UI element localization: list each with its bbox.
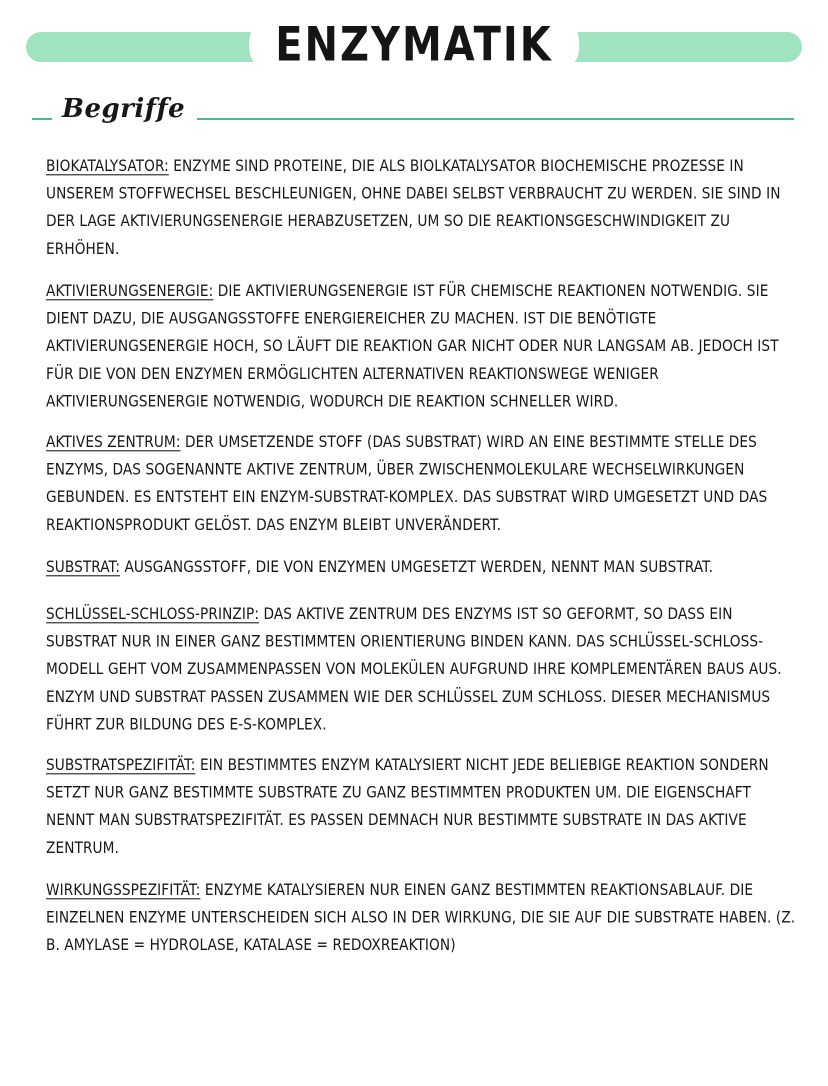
definition-entry <box>46 553 796 579</box>
definition-paragraph <box>46 152 796 262</box>
section-heading-label: Begriffe <box>52 94 197 124</box>
definition-term: SCHLÜSSEL-SCHLOSS-PRINZIP: <box>46 604 260 624</box>
definition-entry <box>46 277 796 411</box>
definition-entry <box>46 876 796 954</box>
title-banner <box>26 18 802 72</box>
definition-text: DIE AKTIVIERUNGSENERGIE IST FÜR CHEMISCHE REAKTIONEN NOTWENDIG. SIE DIENT DAZU, DIE AUSGANGSSTOFFE ENERGIEREICHER ZU MACHEN. IST DIE BENÖTIGTE AKTIVIERUNGSENERGIE HOCH, SO LÄUFT DIE REAKTION GAR NICHT ODER NUR LANGSAM AB. JEDOCH IST FÜR DIE VON DEN ENZYMEN ERMÖGLICHTEN ALTERNATIVEN REAKTIONSWEGE WENIGER AKTIVIERUNGSENERGIE NOTWENDIG, WODURCH DIE REAKTION SCHNELLER WIRD. <box>46 281 779 411</box>
definition-text: AUSGANGSSTOFF, DIE VON ENZYMEN UMGESETZT WERDEN, NENNT MAN SUBSTRAT. <box>120 557 714 577</box>
definition-paragraph <box>46 600 796 738</box>
definition-paragraph <box>46 876 796 959</box>
definition-term: WIRKUNGSSPEZIFITÄT: <box>46 880 201 900</box>
section-heading-begriffe <box>26 94 802 134</box>
page-title-container <box>249 18 579 72</box>
definition-term: AKTIVES ZENTRUM: <box>46 432 181 452</box>
definition-text: DER UMSETZENDE STOFF (DAS SUBSTRAT) WIRD AN EINE BESTIMMTE STELLE DES ENZYMS, DAS SOGENANNTE AKTIVE ZENTRUM, ÜBER ZWISCHENMOLEKULARE WECHSELWIRKUNGEN GEBUNDEN. ES ENTSTEHT EIN ENZYM-SUBSTRAT-KOMPLEX. DAS SUBSTRAT WIRD UMGESETZT UND DAS REAKTIONSPRODUKT GELÖST. DAS ENZYM BLEIBT UNVERÄNDERT. <box>46 432 768 534</box>
definition-term: SUBSTRATSPEZIFITÄT: <box>46 755 196 775</box>
definition-text: ENZYME SIND PROTEINE, DIE ALS BIOLKATALYSATOR BIOCHEMISCHE PROZESSE IN UNSEREM STOFFWECHSEL BESCHLEUNIGEN, OHNE DABEI SELBST VERBRAUCHT ZU WERDEN. SIE SIND IN DER LAGE AKTIVIERUNGSENERGIE HERABZUSETZEN, UM SO DIE REAKTIONSGESCHWINDIGKEIT ZU ERHÖHEN. <box>46 156 781 258</box>
definition-text: EIN BESTIMMTES ENZYM KATALYSIERT NICHT JEDE BELIEBIGE REAKTION SONDERN SETZT NUR GANZ BESTIMMTE SUBSTRATE ZU GANZ BESTIMMTEN PRODUKTEN UM. DIE EIGENSCHAFT NENNT MAN SUBSTRATSPEZIFITÄT. ES PASSEN DEMNACH NUR BESTIMMTE SUBSTRATE IN DAS AKTIVE ZENTRUM. <box>46 755 769 857</box>
definition-paragraph <box>46 428 796 538</box>
definition-entry <box>46 428 796 532</box>
definition-text: DAS AKTIVE ZENTRUM DES ENZYMS IST SO GEFORMT, SO DASS EIN SUBSTRAT NUR IN EINER GANZ BESTIMMTEN ORIENTIERUNG BINDEN KANN. DAS SCHLÜSSEL-SCHLOSS-MODELL GEHT VOM ZUSAMMENPASSEN VON MOLEKÜLEN AUFGRUND IHRE KOMPLEMENTÄREN BAUS AUS. ENZYM UND SUBSTRAT PASSEN ZUSAMMEN WIE DER SCHLÜSSEL ZUM SCHLOSS. DIESER MECHANISMUS FÜHRT ZUR BILDUNG DES E-S-KOMPLEX. <box>46 604 782 734</box>
definition-paragraph <box>46 751 796 861</box>
definition-paragraph <box>46 277 796 415</box>
page-title: ENZYMATIK <box>275 17 553 73</box>
definition-term: SUBSTRAT: <box>46 557 121 577</box>
definition-entry <box>46 600 796 734</box>
definitions-list <box>26 152 802 954</box>
definition-term: BIOKATALYSATOR: <box>46 156 169 176</box>
definition-paragraph <box>46 553 796 581</box>
definition-entry <box>46 751 796 855</box>
definition-entry <box>46 152 796 256</box>
definition-text: ENZYME KATALYSIEREN NUR EINEN GANZ BESTIMMTEN REAKTIONSABLAUF. DIE EINZELNEN ENZYME UNTERSCHEIDEN SICH ALSO IN DER WIRKUNG, DIE SIE AUF DIE SUBSTRATE HABEN. (Z. B. AMYLASE = HYDROLASE, KATALASE = REDOXREAKTION) <box>46 880 796 955</box>
definition-term: AKTIVIERUNGSENERGIE: <box>46 281 214 301</box>
